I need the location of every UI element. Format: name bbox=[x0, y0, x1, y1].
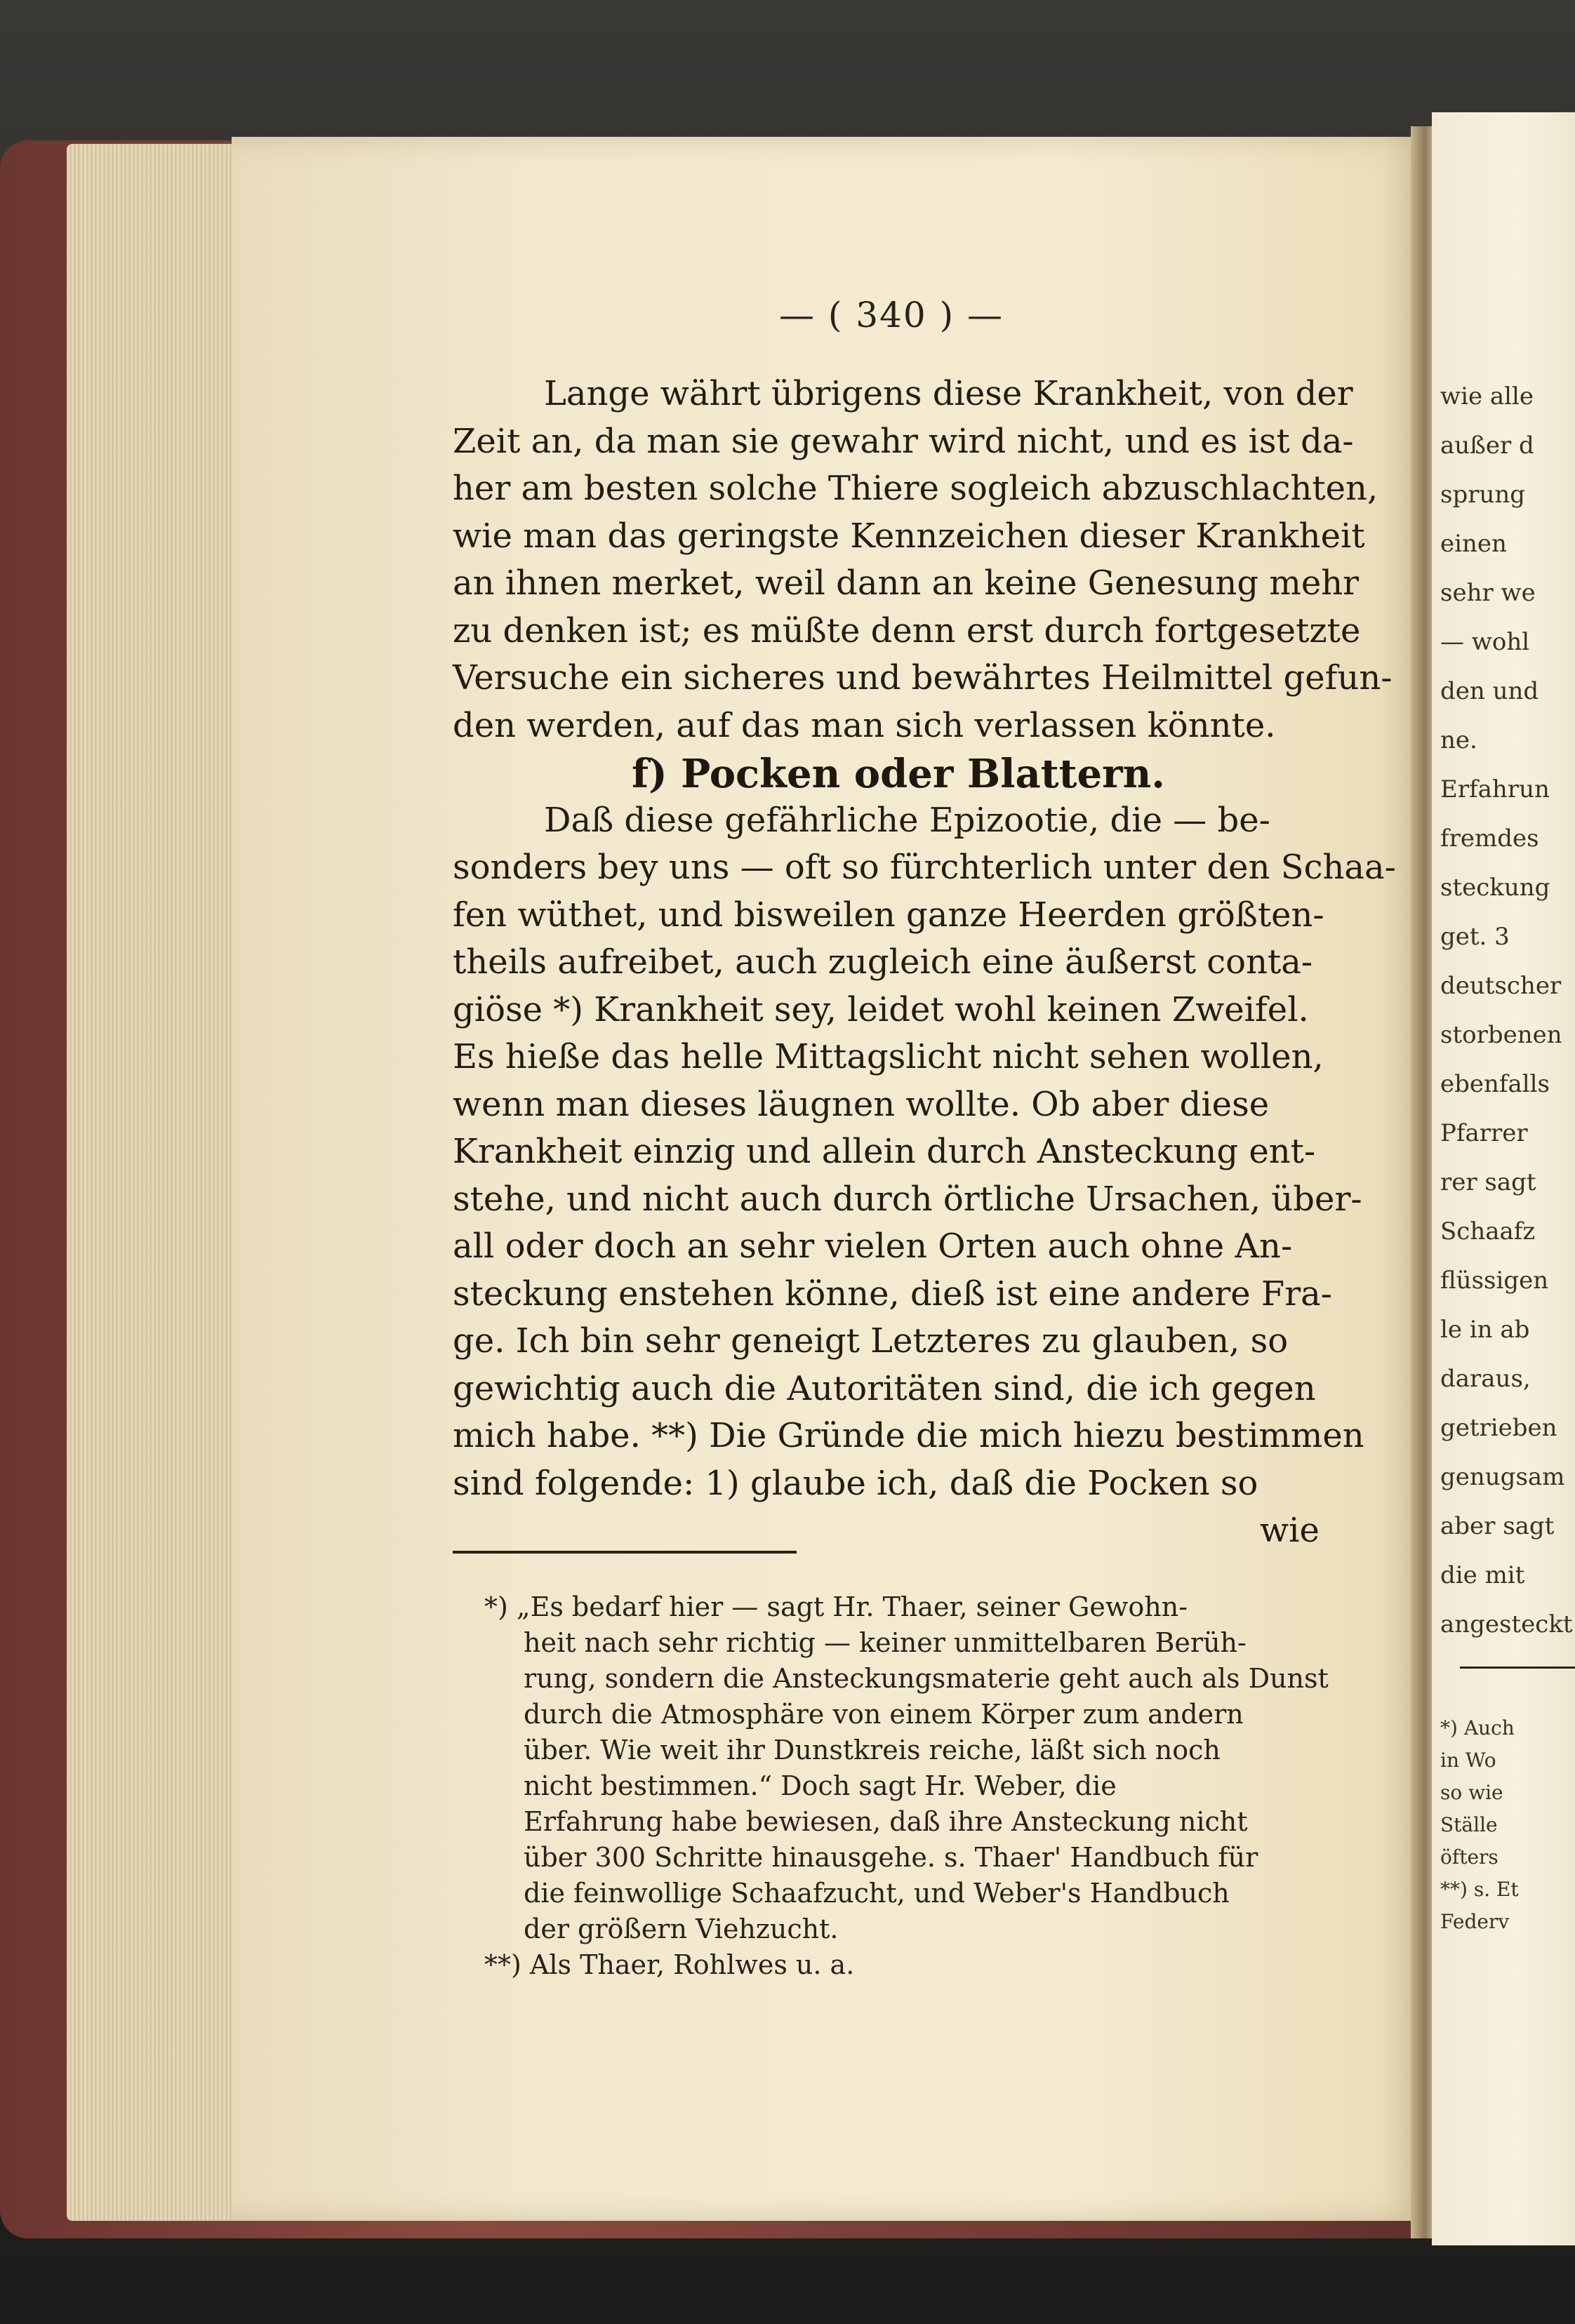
fragment-footnote-line: *) Auch bbox=[1440, 1716, 1515, 1739]
right-page-footnote-rule bbox=[1460, 1667, 1575, 1669]
fragment-line: ne. bbox=[1440, 726, 1477, 754]
text-line: wie man das geringste Kennzeichen dieser Krankheit bbox=[453, 516, 1365, 556]
fragment-line: ebenfalls bbox=[1440, 1070, 1550, 1098]
fragment-line: — wohl bbox=[1440, 628, 1530, 656]
fragment-line: storbenen bbox=[1440, 1021, 1562, 1049]
footnote-line: heit nach sehr richtig — keiner unmittelbaren Berüh- bbox=[524, 1627, 1247, 1658]
fragment-footnote-line: so wie bbox=[1440, 1781, 1503, 1804]
fragment-line: flüssigen bbox=[1440, 1267, 1549, 1295]
fragment-line: steckung bbox=[1440, 874, 1550, 902]
footnote-line: nicht bestimmen.“ Doch sagt Hr. Weber, die bbox=[524, 1770, 1117, 1801]
text-line: her am besten solche Thiere sogleich abzuschlachten, bbox=[453, 469, 1378, 508]
footnote-line: die feinwollige Schaafzucht, und Weber's Handbuch bbox=[524, 1878, 1230, 1909]
fragment-line: wie alle bbox=[1440, 382, 1534, 410]
fragment-line: rer sagt bbox=[1440, 1168, 1536, 1196]
footnote-rule bbox=[453, 1551, 797, 1554]
fragment-line: le in ab bbox=[1440, 1316, 1530, 1344]
fragment-footnote-line: in Wo bbox=[1440, 1749, 1496, 1772]
fragment-footnote-line: **) s. Et bbox=[1440, 1878, 1519, 1901]
text-line: fen wüthet, und bisweilen ganze Heerden größten- bbox=[453, 895, 1324, 935]
text-line: wenn man dieses läugnen wollte. Ob aber diese bbox=[453, 1084, 1270, 1124]
text-line: all oder doch an sehr vielen Orten auch ohne An- bbox=[453, 1227, 1293, 1266]
fragment-line: deutscher bbox=[1440, 972, 1562, 1000]
fragment-line: einen bbox=[1440, 530, 1507, 558]
footnotes bbox=[484, 1589, 1362, 1983]
fragment-line: getrieben bbox=[1440, 1414, 1557, 1442]
text-line: Lange währt übrigens diese Krankheit, von der bbox=[544, 374, 1353, 413]
page-edges bbox=[67, 144, 235, 2221]
fragment-footnote-line: Federv bbox=[1440, 1910, 1510, 1933]
footnote-line: über. Wie weit ihr Dunstkreis reiche, läßt sich noch bbox=[524, 1735, 1221, 1765]
text-line: den werden, auf das man sich verlassen könnte. bbox=[453, 705, 1276, 745]
text-line: Versuche ein sicheres und bewährtes Heilmittel gefun- bbox=[453, 658, 1393, 697]
catchword: wie bbox=[1260, 1511, 1320, 1550]
fragment-line: get. 3 bbox=[1440, 923, 1510, 951]
fragment-line: sprung bbox=[1440, 481, 1526, 509]
fragment-footnote-line: Ställe bbox=[1440, 1813, 1498, 1836]
footnote-line: über 300 Schritte hinausgehe. s. Thaer' Handbuch für bbox=[524, 1842, 1258, 1873]
footnote-line: der größern Viehzucht. bbox=[524, 1914, 839, 1944]
footnote-line: **) Als Thaer, Rohlwes u. a. bbox=[484, 1949, 855, 1980]
text-line: Es hieße das helle Mittagslicht nicht sehen wollen, bbox=[453, 1037, 1324, 1076]
fragment-line: fremdes bbox=[1440, 824, 1539, 853]
fragment-line: außer d bbox=[1440, 432, 1534, 460]
fragment-line: den und bbox=[1440, 677, 1539, 705]
fragment-line: sehr we bbox=[1440, 579, 1536, 607]
text-line: stehe, und nicht auch durch örtliche Ursachen, über- bbox=[453, 1179, 1362, 1219]
text-line: zu denken ist; es müßte denn erst durch fortgesetzte bbox=[453, 610, 1361, 650]
text-line: sonders bey uns — oft so fürchterlich unter den Schaa- bbox=[453, 848, 1396, 887]
text-line: gewichtig auch die Autoritäten sind, die ich gegen bbox=[453, 1368, 1316, 1408]
fragment-line: Pfarrer bbox=[1440, 1119, 1528, 1147]
footnote-line: *) „Es bedarf hier — sagt Hr. Thaer, seiner Gewohn- bbox=[484, 1591, 1188, 1622]
text-line: mich habe. **) Die Gründe die mich hiezu bestimmen bbox=[453, 1416, 1364, 1455]
text-line: theils aufreibet, auch zugleich eine äußerst conta- bbox=[453, 942, 1313, 982]
fragment-line: Erfahrun bbox=[1440, 775, 1550, 803]
main-text bbox=[453, 370, 1396, 1555]
section-heading: f) Pocken oder Blattern. bbox=[632, 751, 1165, 797]
text-line: sind folgende: 1) glaube ich, daß die Pocken so bbox=[453, 1463, 1258, 1503]
footnote-line: Erfahrung habe bewiesen, daß ihre Ansteckung nicht bbox=[524, 1806, 1248, 1837]
fragment-line: die mit bbox=[1440, 1561, 1525, 1589]
text-line: Zeit an, da man sie gewahr wird nicht, und es ist da- bbox=[453, 421, 1354, 461]
fragment-line: Schaafz bbox=[1440, 1217, 1536, 1246]
fragment-line: genugsam bbox=[1440, 1463, 1565, 1491]
text-line: steckung enstehen könne, dieß ist eine andere Fra- bbox=[453, 1274, 1333, 1314]
text-line: giöse *) Krankheit sey, leidet wohl keinen Zweifel. bbox=[453, 989, 1309, 1029]
text-line: Krankheit einzig und allein durch Ansteckung ent- bbox=[453, 1132, 1316, 1171]
right-page-text bbox=[1440, 372, 1573, 1649]
text-line: an ihnen merket, weil dann an keine Genesung mehr bbox=[453, 563, 1360, 603]
text-line: Daß diese gefährliche Epizootie, die — be- bbox=[544, 800, 1270, 840]
fragment-footnote-line: öfters bbox=[1440, 1845, 1498, 1869]
footnote-line: rung, sondern die Ansteckungsmaterie geht auch als Dunst bbox=[524, 1663, 1329, 1694]
fragment-line: daraus, bbox=[1440, 1365, 1531, 1393]
text-line: ge. Ich bin sehr geneigt Letzteres zu glauben, so bbox=[453, 1321, 1289, 1361]
fragment-line: angesteckt bbox=[1440, 1610, 1573, 1638]
footnote-line: durch die Atmosphäre von einem Körper zum andern bbox=[524, 1699, 1244, 1730]
right-page-footnotes bbox=[1440, 1712, 1519, 1938]
page-number-header: — ( 340 ) — bbox=[778, 295, 1004, 335]
fragment-line: aber sagt bbox=[1440, 1512, 1555, 1540]
